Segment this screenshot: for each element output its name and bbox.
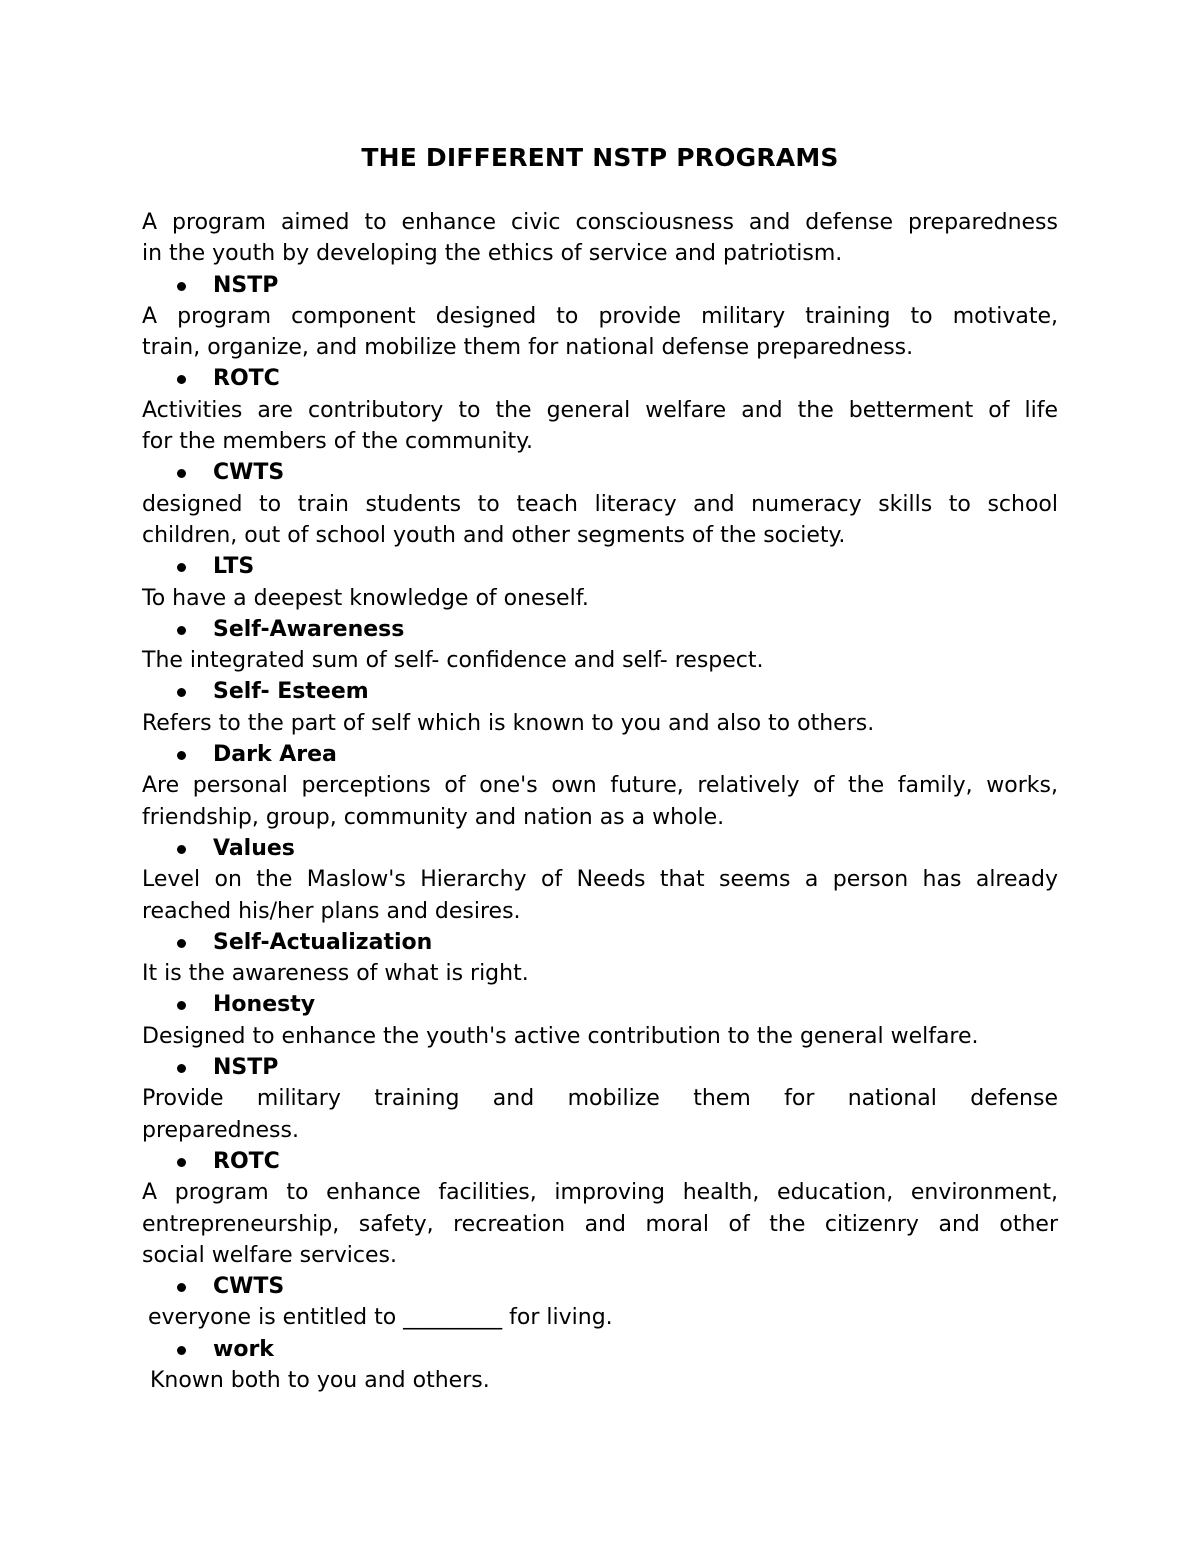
definition-line: for the members of the community. [142,429,533,455]
bullet-term [142,614,1058,645]
bullet-icon [177,1158,186,1167]
definition-line: reached his/her plans and desires. [142,898,521,924]
bullet-term [142,927,1058,958]
term-label: Honesty [213,992,316,1018]
intro-line: in the youth by developing the ethics of service and patriotism. [142,241,843,267]
intro-line: A program aimed to enhance civic consciousness and defense preparedness [142,210,1058,235]
bullet-term [142,270,1058,301]
bullet-term [142,551,1058,582]
definition-line: Known both to you and others. [150,1367,490,1393]
definition-line: Provide military training and mobilize them for national defense [142,1086,1058,1112]
term-label: work [213,1336,274,1362]
document-body [142,207,1058,1396]
definition-line: A program to enhance facilities, improving health, education, environment, [142,1180,1058,1206]
term-label: CWTS [213,460,285,486]
term-label: LTS [213,554,255,580]
bullet-term [142,833,1058,864]
bullet-term [142,1334,1058,1365]
bullet-icon [177,375,186,384]
bullet-term [142,457,1058,488]
bullet-icon [177,688,186,697]
definition-line: Refers to the part of self which is known to you and also to others. [142,710,875,736]
definition-line: entrepreneurship, safety, recreation and moral of the citizenry and other [142,1211,1058,1237]
definition-line: A program component designed to provide military training to motivate, [142,303,1058,329]
term-label: ROTC [213,366,280,392]
term-label: Self- Esteem [213,679,369,705]
bullet-icon [177,939,186,948]
definition-line: designed to train students to teach literacy and numeracy skills to school [142,491,1058,517]
definition-line: friendship, group, community and nation as a whole. [142,804,725,830]
bullet-term [142,1146,1058,1177]
bullet-icon [177,751,186,760]
definition-line: train, organize, and mobilize them for national defense preparedness. [142,335,914,361]
term-label: NSTP [213,1055,279,1081]
definition-line: It is the awareness of what is right. [142,961,529,987]
bullet-term [142,1052,1058,1083]
definition-line: social welfare services. [142,1242,397,1268]
bullet-icon [177,1001,186,1010]
definition-line: Designed to enhance the youth's active contribution to the general welfare. [142,1023,979,1049]
bullet-icon [177,626,186,635]
bullet-icon [177,282,186,291]
definition-line: children, out of school youth and other segments of the society. [142,522,846,548]
definition-line: The integrated sum of self- confidence and self- respect. [142,648,764,674]
term-label: Dark Area [213,742,337,768]
definition-line: everyone is entitled to _________ for living. [148,1305,613,1331]
bullet-term [142,1271,1058,1302]
bullet-term [142,739,1058,770]
bullet-term [142,676,1058,707]
bullet-icon [177,1283,186,1292]
term-label: NSTP [213,272,279,298]
term-label: CWTS [213,1274,285,1300]
definition-line: Are personal perceptions of one's own future, relatively of the family, works, [142,773,1058,799]
term-label: ROTC [213,1148,280,1174]
term-label: Self-Awareness [213,616,405,642]
definition-line: Activities are contributory to the general welfare and the betterment of life [142,397,1058,423]
definition-line: Level on the Maslow's Hierarchy of Needs that seems a person has already [142,867,1058,893]
bullet-icon [177,1346,186,1355]
definition-line: To have a deepest knowledge of oneself. [142,585,589,611]
bullet-term [142,363,1058,394]
bullet-icon [177,563,186,572]
bullet-term [142,989,1058,1020]
bullet-icon [177,845,186,854]
bullet-icon [177,1064,186,1073]
document-title: THE DIFFERENT NSTP PROGRAMS [361,143,839,172]
definition-line: preparedness. [142,1117,299,1143]
bullet-icon [177,469,186,478]
term-label: Values [213,835,295,861]
term-label: Self-Actualization [213,929,433,955]
